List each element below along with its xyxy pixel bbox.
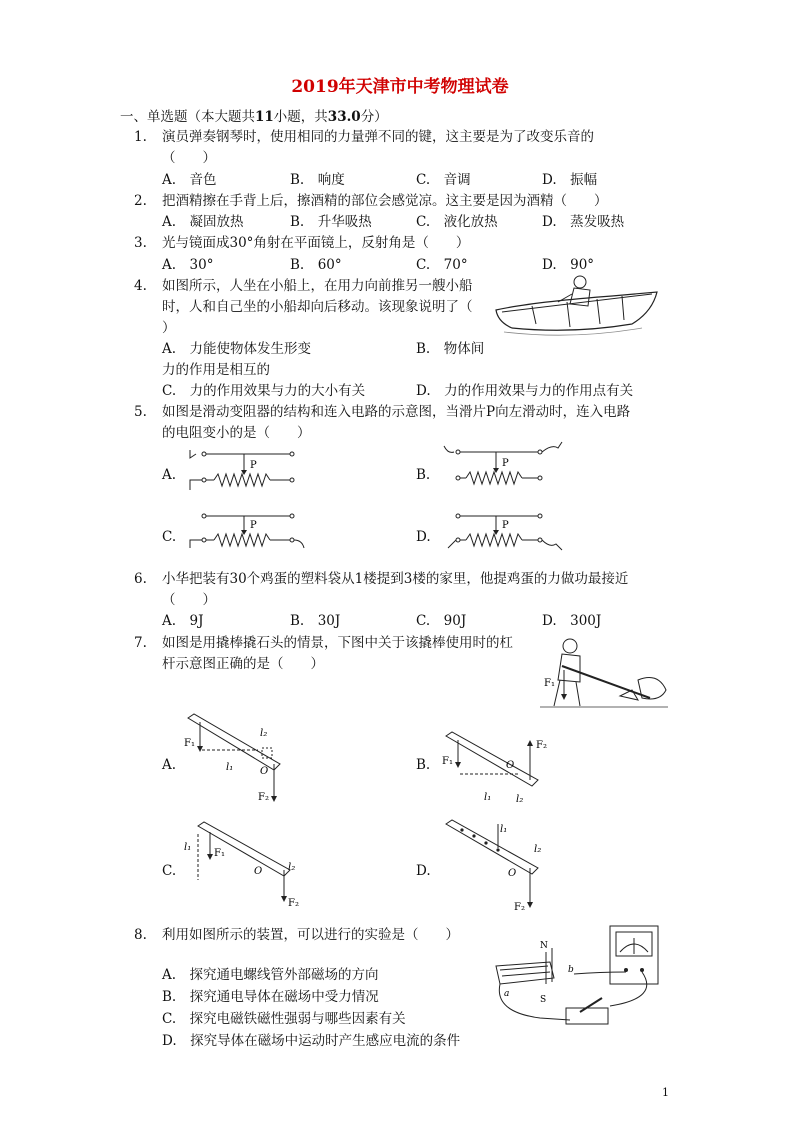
option-c[interactable]: C. 70° — [416, 257, 468, 273]
option-c[interactable]: C. 90J — [416, 613, 467, 629]
question-text: （ ） — [162, 150, 216, 166]
svg-text:O: O — [508, 868, 517, 879]
question-text: 时，人和自己坐的小船却向后移动。该现象说明了（ — [162, 299, 473, 315]
apparatus-figure — [490, 922, 666, 1032]
question-text: 把酒精擦在手背上后，擦酒精的部位会感觉凉。这主要是因为酒精（ ） — [162, 193, 608, 209]
option-a[interactable]: A. — [162, 757, 177, 773]
slider-label: P — [250, 520, 257, 531]
svg-text:l₁: l₁ — [484, 792, 492, 803]
rheostat-diagram-a — [184, 446, 304, 496]
page-title: 2019年天津市中考物理试卷 — [291, 77, 509, 97]
option-d[interactable]: D. 探究导体在磁场中运动时产生感应电流的条件 — [162, 1033, 461, 1049]
option-b[interactable]: B. 探究通电导体在磁场中受力情况 — [162, 989, 379, 1005]
svg-text:b: b — [568, 965, 574, 975]
section-heading: 一、单选题（本大题共11小题，共33.0分） — [120, 109, 388, 125]
question-text: 杆示意图正确的是（ ） — [162, 656, 324, 672]
option-a[interactable]: A. — [162, 467, 177, 483]
svg-text:F₁: F₁ — [442, 756, 453, 767]
svg-text:O: O — [254, 866, 263, 877]
option-d[interactable]: D. — [416, 529, 431, 545]
option-d[interactable]: D. — [416, 863, 431, 879]
question-text: 小华把装有30个鸡蛋的塑料袋从1楼提到3楼的家里，他提鸡蛋的力做功最接近 — [162, 571, 629, 587]
svg-text:F₁: F₁ — [544, 678, 555, 689]
svg-text:O: O — [260, 766, 269, 777]
question-number: 3. — [134, 235, 147, 251]
option-d[interactable]: D. 90° — [542, 257, 595, 273]
lever-diagram-b — [438, 730, 548, 814]
slider-label: P — [502, 520, 509, 531]
svg-text:l₁: l₁ — [184, 842, 192, 853]
option-b[interactable]: B. — [416, 467, 431, 483]
question-text: 如图是用撬棒撬石头的情景，下图中关于该撬棒使用时的杠 — [162, 635, 513, 651]
svg-text:S: S — [540, 995, 547, 1005]
option-b[interactable]: B. 30J — [290, 613, 341, 629]
svg-text:F₂: F₂ — [536, 740, 547, 751]
question-text: ） — [162, 320, 176, 336]
lever-diagram-c — [180, 820, 300, 910]
option-c[interactable]: C. 力的作用效果与力的大小有关 — [162, 383, 366, 399]
option-b[interactable]: B. 物体间 — [416, 341, 485, 357]
rheostat-diagram-d — [440, 508, 570, 556]
question-number: 4. — [134, 278, 147, 294]
svg-text:l₂: l₂ — [260, 728, 268, 739]
crowbar-figure — [540, 636, 670, 708]
slider-label: P — [502, 458, 509, 469]
option-b[interactable]: B. — [416, 757, 431, 773]
lever-diagram-a — [180, 712, 290, 804]
option-b[interactable]: B. 响度 — [290, 172, 345, 188]
option-c[interactable]: C. — [162, 529, 177, 545]
rheostat-diagram-c — [184, 508, 314, 556]
question-text: 光与镜面成30°角射在平面镜上，反射角是（ ） — [162, 235, 470, 251]
question-text: 如图所示，人坐在小船上，在用力向前推另一艘小船 — [162, 278, 473, 294]
question-number: 2. — [134, 193, 147, 209]
option-b[interactable]: B. 升华吸热 — [290, 214, 372, 230]
option-d[interactable]: D. 振幅 — [542, 172, 598, 188]
option-c[interactable]: C. 探究电磁铁磁性强弱与哪些因素有关 — [162, 1011, 406, 1027]
svg-text:a: a — [504, 989, 510, 999]
option-a[interactable]: A. 音色 — [162, 172, 217, 188]
question-text: 利用如图所示的装置，可以进行的实验是（ ） — [162, 927, 459, 943]
question-text: 如图是滑动变阻器的结构和连入电路的示意图，当滑片P向左滑动时，连入电路 — [162, 404, 631, 420]
svg-text:l₁: l₁ — [500, 824, 508, 835]
option-a[interactable]: A. 凝固放热 — [162, 214, 244, 230]
option-d[interactable]: D. 蒸发吸热 — [542, 214, 625, 230]
svg-text:F₂: F₂ — [258, 792, 269, 803]
question-number: 7. — [134, 635, 147, 651]
question-number: 1. — [134, 129, 147, 145]
option-a[interactable]: A. 探究通电螺线管外部磁场的方向 — [162, 967, 379, 983]
svg-text:l₁: l₁ — [226, 762, 234, 773]
question-text: （ ） — [162, 592, 216, 608]
question-number: 8. — [134, 927, 147, 943]
question-text: 的电阻变小的是（ ） — [162, 425, 311, 441]
svg-text:F₁: F₁ — [214, 848, 225, 859]
boat-figure — [492, 272, 662, 342]
option-b-continued: 力的作用是相互的 — [162, 362, 270, 378]
option-b[interactable]: B. 60° — [290, 257, 342, 273]
svg-text:F₁: F₁ — [184, 738, 195, 749]
lever-diagram-d — [438, 818, 550, 914]
question-number: 5. — [134, 404, 147, 420]
option-a[interactable]: A. 力能使物体发生形变 — [162, 341, 312, 357]
svg-text:O: O — [506, 760, 515, 771]
rheostat-diagram-b — [440, 440, 570, 496]
svg-text:l₂: l₂ — [516, 794, 524, 805]
page-number: 1 — [662, 1086, 669, 1099]
svg-text:F₂: F₂ — [288, 898, 299, 909]
svg-text:l₂: l₂ — [534, 844, 542, 855]
question-number: 6. — [134, 571, 147, 587]
slider-label: P — [250, 460, 257, 471]
option-d[interactable]: D. 力的作用效果与力的作用点有关 — [416, 383, 634, 399]
option-a[interactable]: A. 9J — [162, 613, 204, 629]
svg-text:F₂: F₂ — [514, 902, 525, 913]
option-c[interactable]: C. 音调 — [416, 172, 471, 188]
svg-text:l₂: l₂ — [288, 862, 296, 873]
question-text: 演员弹奏钢琴时，使用相同的力量弹不同的键，这主要是为了改变乐音的 — [162, 129, 594, 145]
option-a[interactable]: A. 30° — [162, 257, 214, 273]
option-d[interactable]: D. 300J — [542, 613, 602, 629]
option-c[interactable]: C. — [162, 863, 177, 879]
option-c[interactable]: C. 液化放热 — [416, 214, 498, 230]
svg-text:N: N — [540, 941, 548, 951]
